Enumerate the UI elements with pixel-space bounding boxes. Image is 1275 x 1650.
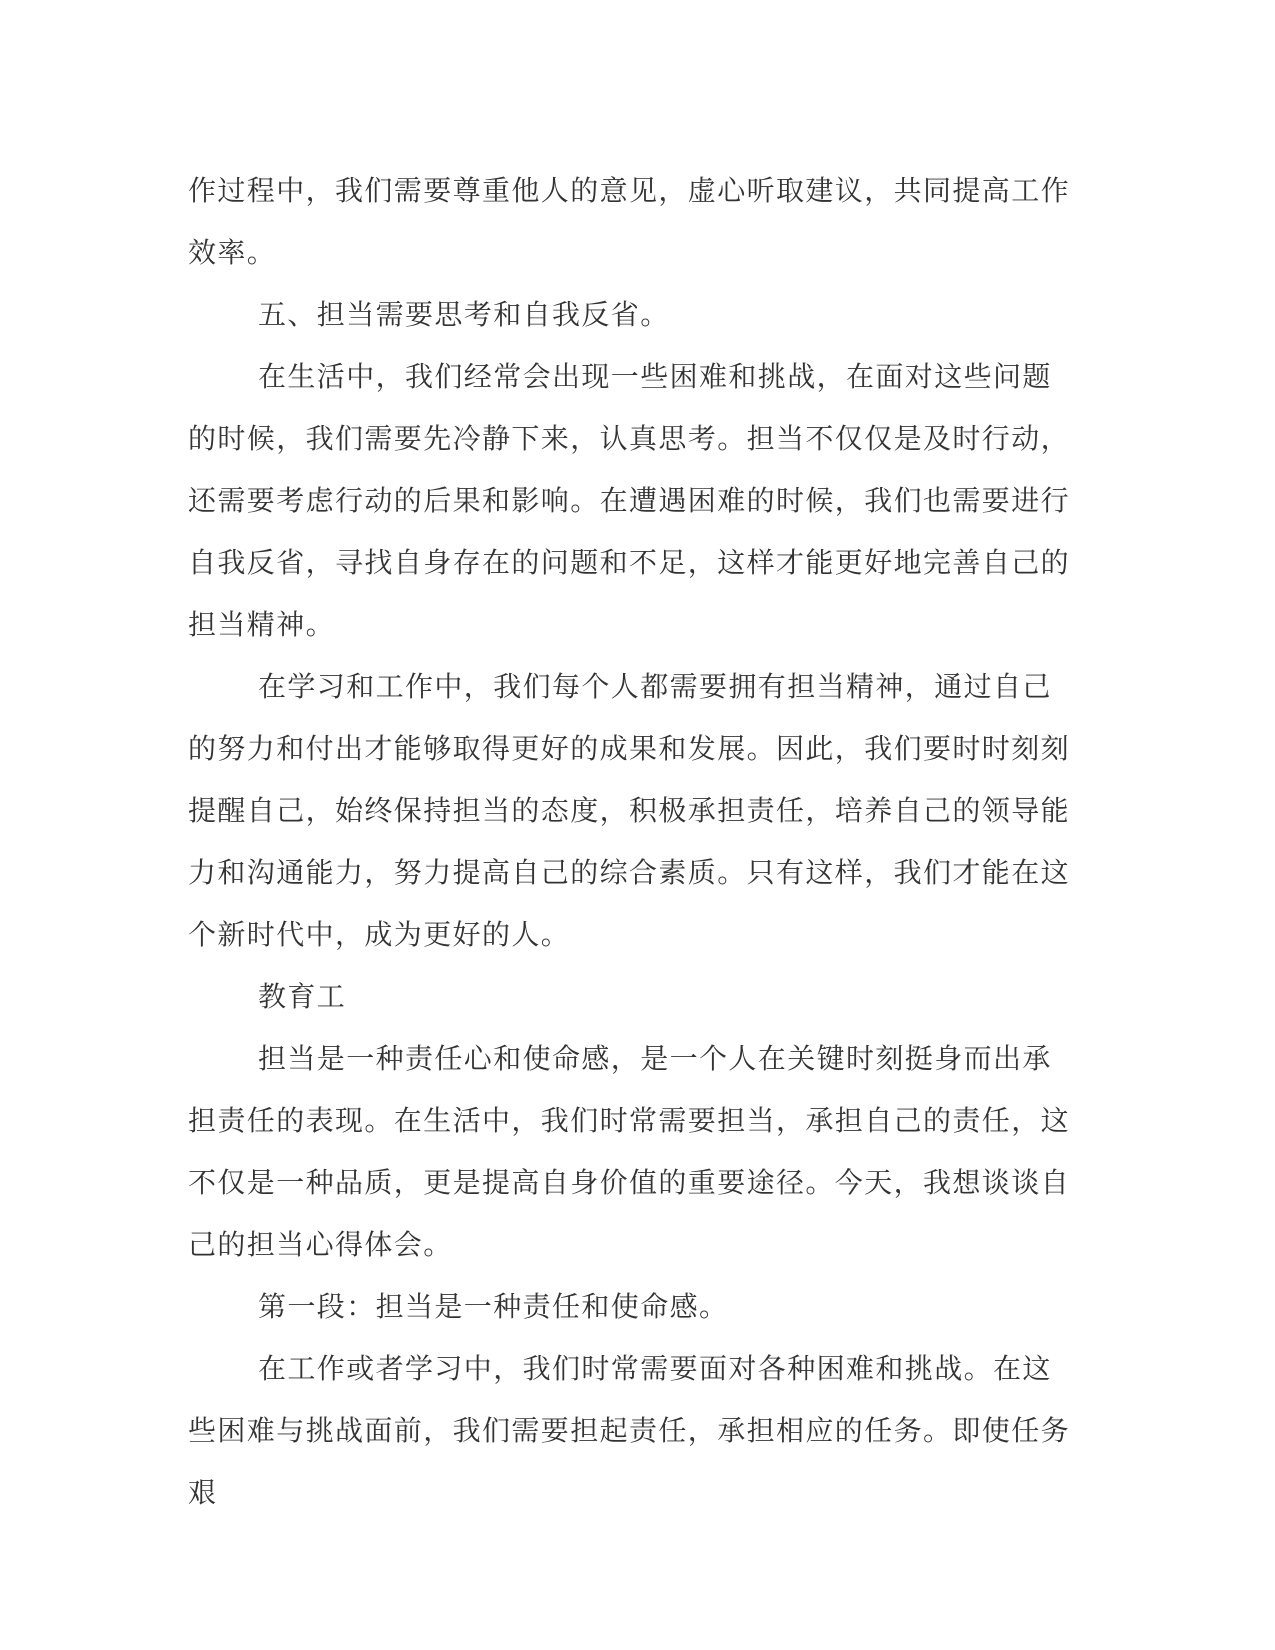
paragraph: 在生活中，我们经常会出现一些困难和挑战，在面对这些问题的时候，我们需要先冷静下来，认真思考。担当不仅仅是及时行动，还需要考虑行动的后果和影响。在遭遇困难的时候，我们也需要进行自我反省，寻找自身存在的问题和不足，这样才能更好地完善自己的担当精神。 [188,360,1071,641]
section-heading-five: 五、担当需要思考和自我反省。 [258,298,670,331]
paragraph-continuation: 作过程中，我们需要尊重他人的意见，虚心听取建议，共同提高工作效率。 [188,174,1071,269]
paragraph: 担当是一种责任心和使命感，是一个人在关键时刻挺身而出承担责任的表现。在生活中，我们时常需要担当，承担自己的责任，这不仅是一种品质，更是提高自身价值的重要途径。今天，我想谈谈自己的担当心得体会。 [188,1042,1071,1261]
section-heading-first: 第一段：担当是一种责任和使命感。 [258,1290,729,1323]
section-label: 教育工 [258,980,347,1013]
paragraph: 在工作或者学习中，我们时常需要面对各种困难和挑战。在这些困难与挑战面前，我们需要担起责任，承担相应的任务。即使任务艰 [188,1352,1071,1509]
paragraph: 在学习和工作中，我们每个人都需要拥有担当精神，通过自己的努力和付出才能够取得更好的成果和发展。因此，我们要时时刻刻提醒自己，始终保持担当的态度，积极承担责任，培养自己的领导能力和沟通能力，努力提高自己的综合素质。只有这样，我们才能在这个新时代中，成为更好的人。 [188,670,1071,951]
document-body [188,160,1076,1524]
